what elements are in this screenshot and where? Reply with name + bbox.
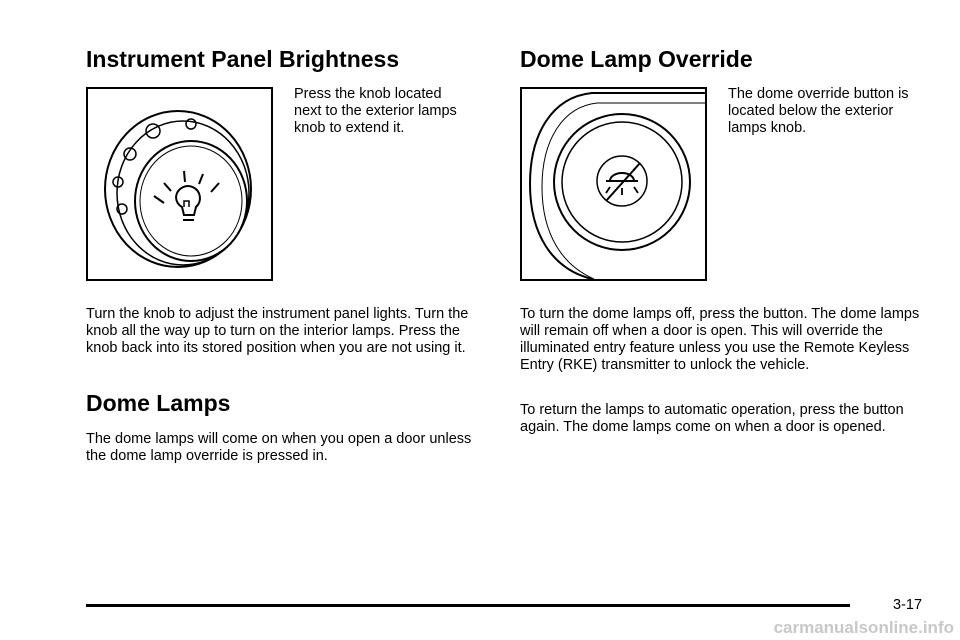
brightness-knob-illustration — [88, 89, 271, 279]
brightness-body-text: Turn the knob to adjust the instrument panel lights. Turn the knob all the way up to turn on the interior lamps. Press the knob back into its stored position when you are not using it. — [86, 306, 469, 356]
override-body-text-2: To return the lamps to automatic operation, press the button again. The dome lamps come on when a door is opened. — [520, 402, 904, 435]
override-figure-caption: The dome override button is located below the exterior lamps knob. — [728, 86, 909, 136]
dome-lamp-override-heading: Dome Lamp Override — [520, 46, 753, 72]
brightness-figure-caption: Press the knob located next to the exterior lamps knob to extend it. — [294, 86, 457, 136]
watermark: carmanualsonline.info — [773, 618, 954, 637]
footer-rule — [86, 604, 850, 607]
dome-lamps-body-text: The dome lamps will come on when you open a door unless the dome lamp override is pressed in. — [86, 431, 472, 464]
override-body-text-1: To turn the dome lamps off, press the button. The dome lamps will remain off when a door is open. This will override the illuminated entry feature unless you use the Remote Keyless Entry (RKE) transmitter to unlock the vehicle. — [520, 306, 920, 373]
dome-lamps-heading: Dome Lamps — [86, 390, 231, 416]
dome-override-figure — [520, 87, 707, 281]
brightness-knob-figure — [86, 87, 273, 281]
instrument-panel-brightness-heading: Instrument Panel Brightness — [86, 46, 400, 72]
dome-override-illustration — [522, 89, 705, 279]
page-number: 3-17 — [893, 597, 923, 613]
